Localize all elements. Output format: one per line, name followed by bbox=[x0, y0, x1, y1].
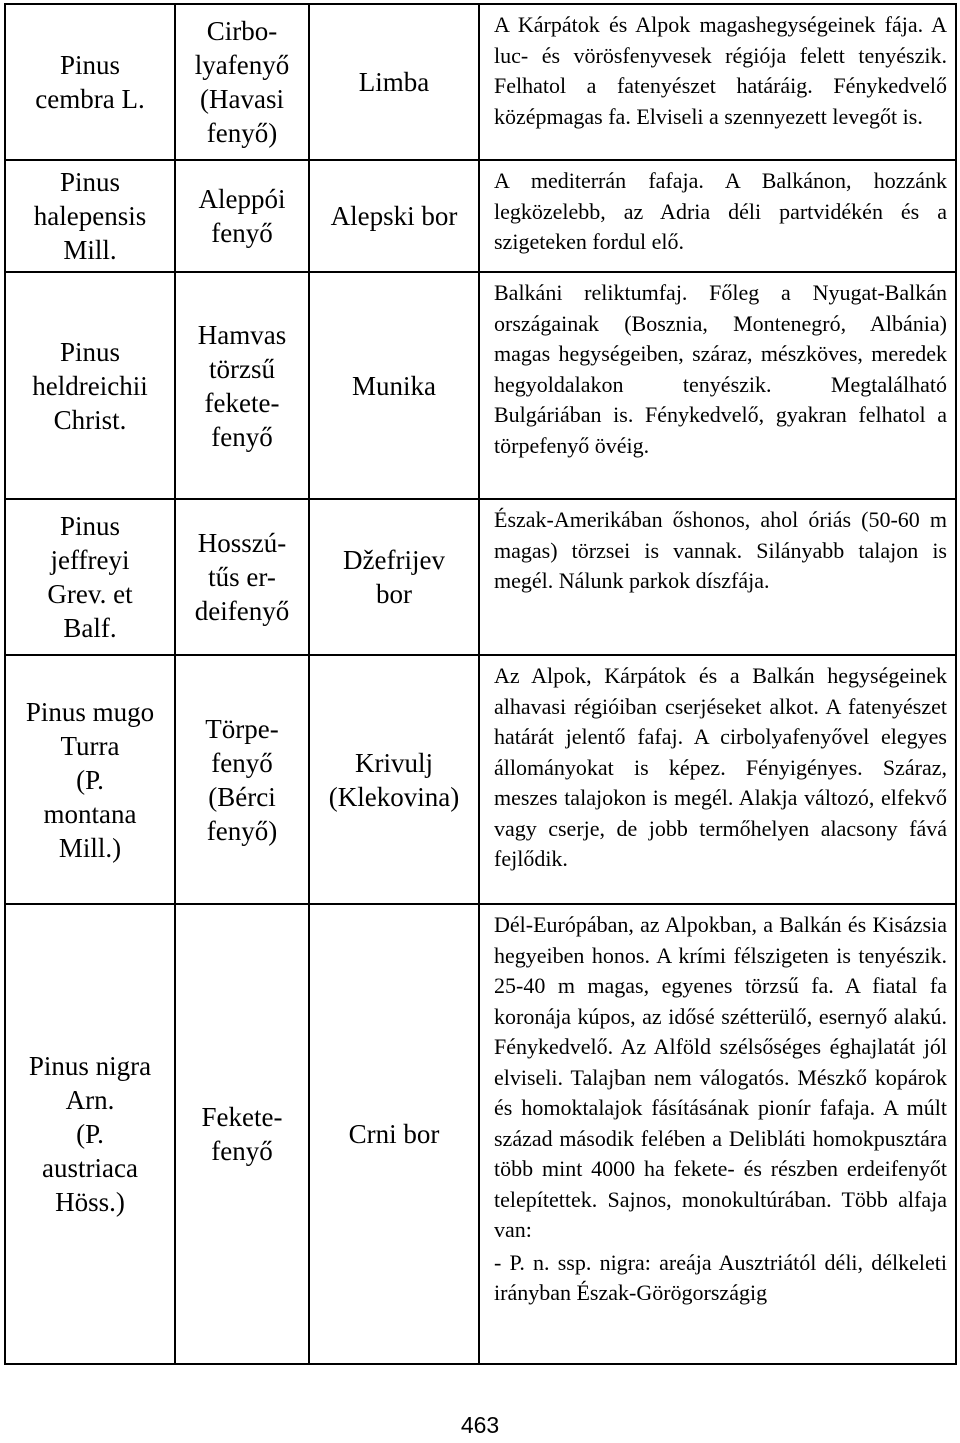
hungarian-name-cell bbox=[175, 655, 309, 904]
description-paragraph: Dél-Európában, az Alpokban, a Balkán és Kisázsia hegyeiben honos. A krími félszigeten is tenyészik. 25-40 m magas, egyenes törzsű fa. A fiatal fa koronája kúpos, az idősé szétterülő, esernyő alakú. Fénykedvelő. Az Alföld szélsőséges éghajlatát jól elviseli. Talajban nem válogatós. Mészkő kopárok és homoktalajok fásításának pionír fafaja. A múlt század második felében a Delibláti homokpusztára több mint 4000 ha fekete- és részben erdeifenyőt telepítettek. Sajnos, monokultúrában. Több alfaja van: bbox=[494, 912, 947, 1242]
table-row bbox=[5, 655, 956, 904]
latin-name: Pinus nigra Arn. (P. austriaca Höss.) bbox=[28, 1051, 152, 1217]
hungarian-name: Aleppói fenyő bbox=[198, 184, 286, 248]
species-table bbox=[4, 3, 957, 1365]
description-paragraph: A mediterrán fafaja. A Balkánon, hozzánk legközelebb, az Adria déli partvidékén és a szigeteken fordul elő. bbox=[494, 168, 947, 254]
serbian-name-cell bbox=[309, 4, 479, 160]
serbian-name: Krivulj (Klekovina) bbox=[328, 747, 460, 812]
hungarian-name: Törpe- fenyő (Bérci fenyő) bbox=[205, 713, 279, 846]
serbian-name-cell bbox=[309, 160, 479, 272]
latin-name-cell bbox=[5, 160, 175, 272]
hungarian-name: Hosszú- tűs er- deifenyő bbox=[194, 528, 290, 626]
serbian-name-cell bbox=[309, 499, 479, 655]
hungarian-name-cell bbox=[175, 160, 309, 272]
serbian-name-cell bbox=[309, 272, 479, 499]
serbian-name: Džefrijev bor bbox=[343, 545, 445, 609]
table-row bbox=[5, 160, 956, 272]
description-cell bbox=[479, 272, 956, 499]
description-cell bbox=[479, 655, 956, 904]
latin-name-cell bbox=[5, 272, 175, 499]
description-paragraph: Az Alpok, Kárpátok és a Balkán hegységeinek alhavasi régióiban cserjéseket alkot. A fatenyészet határát jelentő fafaj. A cirbolyafenyővel elegyes állományokat is képez. Fényigényes. Száraz, meszes talajokon is megél. Alakja változó, elfekvő vagy cserje, de jobb termőhelyen alacsony fává fejlődik. bbox=[494, 663, 947, 871]
hungarian-name-cell bbox=[175, 904, 309, 1364]
serbian-name: Limba bbox=[358, 67, 430, 97]
serbian-name-cell bbox=[309, 904, 479, 1364]
serbian-name: Munika bbox=[352, 370, 436, 401]
description-cell bbox=[479, 4, 956, 160]
description-paragraph: Balkáni reliktumfaj. Főleg a Nyugat-Balkán országainak (Bosznia, Montenegró, Albánia) magas hegységeiben, száraz, mészköves, meredek hegyoldalakon tenyészik. Megtalálható Bulgáriában is. Fénykedvelő, gyakran felhatol a törpefenyő övéig. bbox=[494, 280, 947, 458]
description-paragraph: Észak-Amerikában őshonos, ahol óriás (50-60 m magas) törzsei is vannak. Silányabb talajon is megél. Nálunk parkok díszfája. bbox=[494, 507, 947, 593]
hungarian-name: Fekete- fenyő bbox=[201, 1102, 283, 1166]
hungarian-name-cell bbox=[175, 272, 309, 499]
description-subspecies-line: - P. n. ssp. nigra: areája Ausztriától déli, délkeleti irányban Észak-Görögországig bbox=[494, 1249, 947, 1305]
latin-name: Pinus mugo Turra (P. montana Mill.) bbox=[25, 696, 155, 863]
table-row bbox=[5, 904, 956, 1364]
table-row bbox=[5, 499, 956, 655]
page-number: 463 bbox=[460, 1412, 500, 1438]
table-row bbox=[5, 4, 956, 160]
hungarian-name: Hamvas törzsű fekete- fenyő bbox=[197, 319, 287, 452]
serbian-name: Crni bor bbox=[348, 1119, 440, 1149]
table-row bbox=[5, 272, 956, 499]
hungarian-name-cell bbox=[175, 499, 309, 655]
latin-name-cell bbox=[5, 904, 175, 1364]
serbian-name-cell bbox=[309, 655, 479, 904]
description-cell bbox=[479, 904, 956, 1364]
hungarian-name: Cirbo- lyafenyő (Havasi fenyő) bbox=[194, 16, 290, 148]
latin-name-cell bbox=[5, 4, 175, 160]
latin-name-cell bbox=[5, 499, 175, 655]
hungarian-name-cell bbox=[175, 4, 309, 160]
description-cell bbox=[479, 160, 956, 272]
description-paragraph: A Kárpátok és Alpok magashegységeinek fája. A luc- és vörösfenyvesek régiója felett tenyészik. Felhatol a fatenyészet határáig. Fénykedvelő középmagas fa. Elviseli a szennyezett levegőt is. bbox=[494, 12, 947, 129]
latin-name: Pinus heldreichii Christ. bbox=[32, 336, 148, 435]
latin-name: Pinus cembra L. bbox=[35, 50, 145, 114]
latin-name: Pinus jeffreyi Grev. et Balf. bbox=[47, 511, 133, 643]
serbian-name: Alepski bor bbox=[330, 201, 458, 231]
latin-name: Pinus halepensis Mill. bbox=[33, 167, 147, 265]
latin-name-cell bbox=[5, 655, 175, 904]
description-cell bbox=[479, 499, 956, 655]
